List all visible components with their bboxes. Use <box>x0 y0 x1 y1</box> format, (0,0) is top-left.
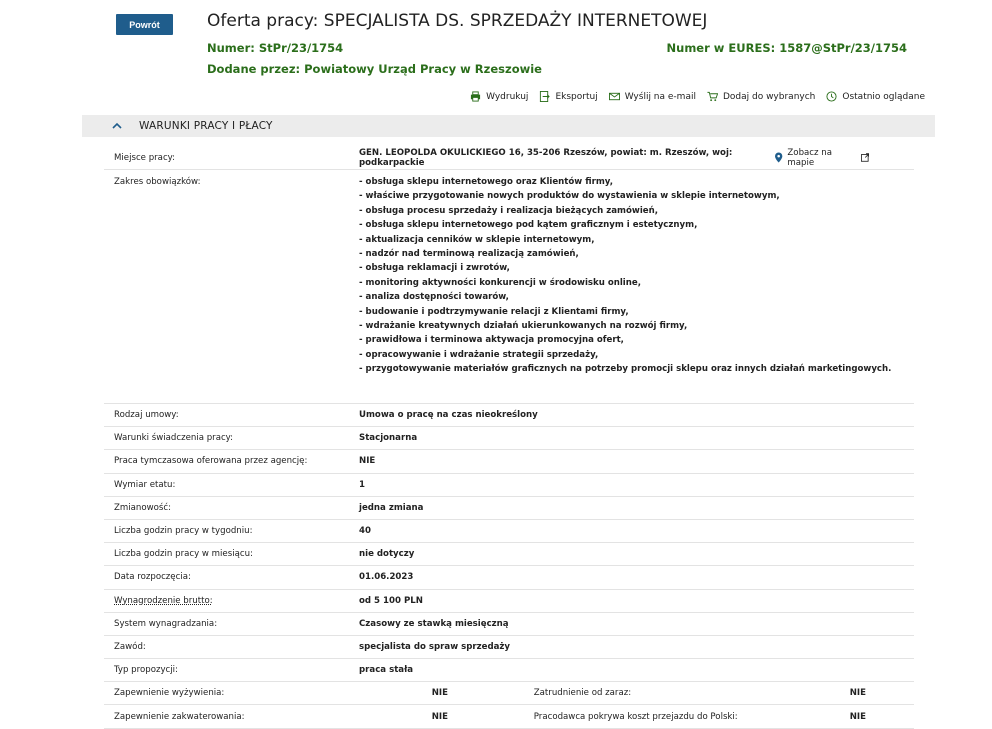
clock-icon <box>826 91 837 102</box>
list-item: - obsługa sklepu internetowego oraz Klientów firmy, <box>359 177 613 187</box>
cart-icon <box>707 91 718 102</box>
table-row <box>104 659 914 682</box>
row-label: Zawód: <box>114 641 146 652</box>
list-item: - obsługa reklamacji i zwrotów, <box>359 263 510 274</box>
recently-viewed-button[interactable] <box>826 91 925 102</box>
export-label: Eksportuj <box>555 91 598 102</box>
add-to-favorites-button[interactable] <box>707 91 815 102</box>
row-label: Zakres obowiązków: <box>114 177 201 187</box>
list-item: - prawidłowa i terminowa aktywacja promocyjna ofert, <box>359 335 624 346</box>
row-value: Czasowy ze stawką miesięczną <box>359 618 509 629</box>
row-label: Zatrudnienie od zaraz: <box>533 688 632 699</box>
page-title: Oferta pracy: SPECJALISTA DS. SPRZEDAŻY INTERNETOWEJ <box>207 11 708 31</box>
list-item: - nadzór nad terminową realizacją zamówień, <box>359 249 579 260</box>
salary-tooltip-label[interactable]: Wynagrodzenie brutto: <box>114 595 213 606</box>
table-row <box>104 613 914 636</box>
table-row <box>104 705 914 728</box>
row-value: praca stała <box>359 665 414 676</box>
print-button[interactable] <box>470 91 528 102</box>
row-label: Miejsce pracy: <box>114 152 176 163</box>
recently-viewed-label: Ostatnio oglądane <box>842 91 925 102</box>
back-button[interactable]: Powrót <box>116 14 173 35</box>
list-item: - monitoring aktywności konkurencji w środowisku online, <box>359 277 641 288</box>
table-row <box>104 590 914 613</box>
row-label: System wynagradzania: <box>114 618 218 629</box>
row-label: Pracodawca pokrywa koszt przejazdu do Polski: <box>533 711 738 722</box>
map-link[interactable] <box>774 148 869 168</box>
row-value <box>359 148 914 168</box>
table-row <box>104 474 914 497</box>
export-icon <box>539 91 550 102</box>
export-button[interactable] <box>539 91 597 102</box>
added-by-value: Powiatowy Urząd Pracy w Rzeszowie <box>304 62 542 76</box>
row-value: NIE <box>359 456 376 467</box>
table-row <box>104 497 914 520</box>
chevron-up-icon <box>112 121 122 131</box>
place-address: GEN. LEOPOLDA OKULICKIEGO 16, 35-206 Rzeszów, powiat: m. Rzeszów, woj: podkarpackie <box>359 147 733 168</box>
eures-number: Numer w EURES: 1587@StPr/23/1754 <box>666 41 907 55</box>
map-link-label: Zobacz na mapie <box>787 147 832 168</box>
row-value: od 5 100 PLN <box>359 595 423 606</box>
row-value: nie dotyczy <box>359 549 415 560</box>
printer-icon <box>470 91 481 102</box>
table-row <box>104 404 914 427</box>
list-item: - opracowywanie i wdrażanie strategii sprzedaży, <box>359 349 599 360</box>
list-item: - analiza dostępności towarów, <box>359 292 509 303</box>
row-value: NIE <box>431 711 448 722</box>
offer-number: Numer: StPr/23/1754 <box>207 41 344 55</box>
table-row <box>104 427 914 450</box>
duties-list <box>359 175 914 377</box>
list-item: - właściwe przygotowanie nowych produktów do wystawienia w sklepie internetowym, <box>359 191 780 202</box>
list-item: - obsługa sklepu internetowego pod kątem graficznym i estetycznym, <box>359 220 698 231</box>
row-label: Data rozpoczęcia: <box>114 572 191 583</box>
row-value: 40 <box>359 526 371 537</box>
added-by-label: Dodane przez: <box>207 62 305 76</box>
list-item: - wdrażanie kreatywnych działań ukierunkowanych na rozwój firmy, <box>359 321 688 332</box>
table-row <box>104 543 914 566</box>
list-item: - budowanie i podtrzymywanie relacji z Klientami firmy, <box>359 306 629 317</box>
list-item: - przygotowywanie materiałów graficznych na potrzeby promocji sklepu oraz innych działań marketingowych. <box>359 364 892 375</box>
row-value: NIE <box>849 688 866 699</box>
row-value: 01.06.2023 <box>359 572 414 583</box>
table-row <box>104 520 914 543</box>
row-value: jedna zmiana <box>359 502 424 513</box>
table-row <box>104 636 914 659</box>
row-label: Zmianowość: <box>114 502 172 513</box>
row-label: Rodzaj umowy: <box>114 410 179 421</box>
email-label: Wyślij na e-mail <box>624 91 696 102</box>
row-place <box>104 146 914 170</box>
row-value: NIE <box>849 711 866 722</box>
row-label: Liczba godzin pracy w miesiącu: <box>114 549 253 560</box>
action-bar <box>470 91 925 102</box>
row-value: Stacjonarna <box>359 433 418 444</box>
section-title: WARUNKI PRACY I PŁACY <box>139 120 273 132</box>
row-value: Umowa o pracę na czas nieokreślony <box>359 410 538 421</box>
add-to-favorites-label: Dodaj do wybranych <box>722 91 816 102</box>
envelope-icon <box>609 91 620 102</box>
row-value: NIE <box>431 688 448 699</box>
row-value <box>359 177 914 377</box>
map-pin-icon <box>774 152 783 163</box>
row-label: Praca tymczasowa oferowana przez agencję: <box>114 456 308 467</box>
added-by <box>207 62 542 76</box>
external-link-icon <box>861 153 869 162</box>
table-row <box>104 682 914 705</box>
row-label: Wymiar etatu: <box>114 479 176 490</box>
table-row <box>104 450 914 473</box>
row-value: specjalista do spraw sprzedaży <box>359 641 511 652</box>
row-label: Liczba godzin pracy w tygodniu: <box>114 526 253 537</box>
details-table <box>104 146 914 729</box>
print-label: Wydrukuj <box>486 91 529 102</box>
row-label: Zapewnienie wyżywienia: <box>114 688 225 699</box>
row-label: Typ propozycji: <box>114 665 178 676</box>
list-item: - obsługa procesu sprzedaży i realizacja bieżących zamówień, <box>359 205 659 216</box>
table-row <box>104 566 914 589</box>
email-button[interactable] <box>609 91 696 102</box>
row-label <box>104 596 359 606</box>
section-header-toggle[interactable] <box>82 115 935 137</box>
row-duties <box>104 170 914 404</box>
list-item: - aktualizacja cenników w sklepie internetowym, <box>359 234 595 245</box>
row-label: Zapewnienie zakwaterowania: <box>114 711 245 722</box>
row-label: Warunki świadczenia pracy: <box>114 433 234 444</box>
row-value: 1 <box>359 479 365 490</box>
